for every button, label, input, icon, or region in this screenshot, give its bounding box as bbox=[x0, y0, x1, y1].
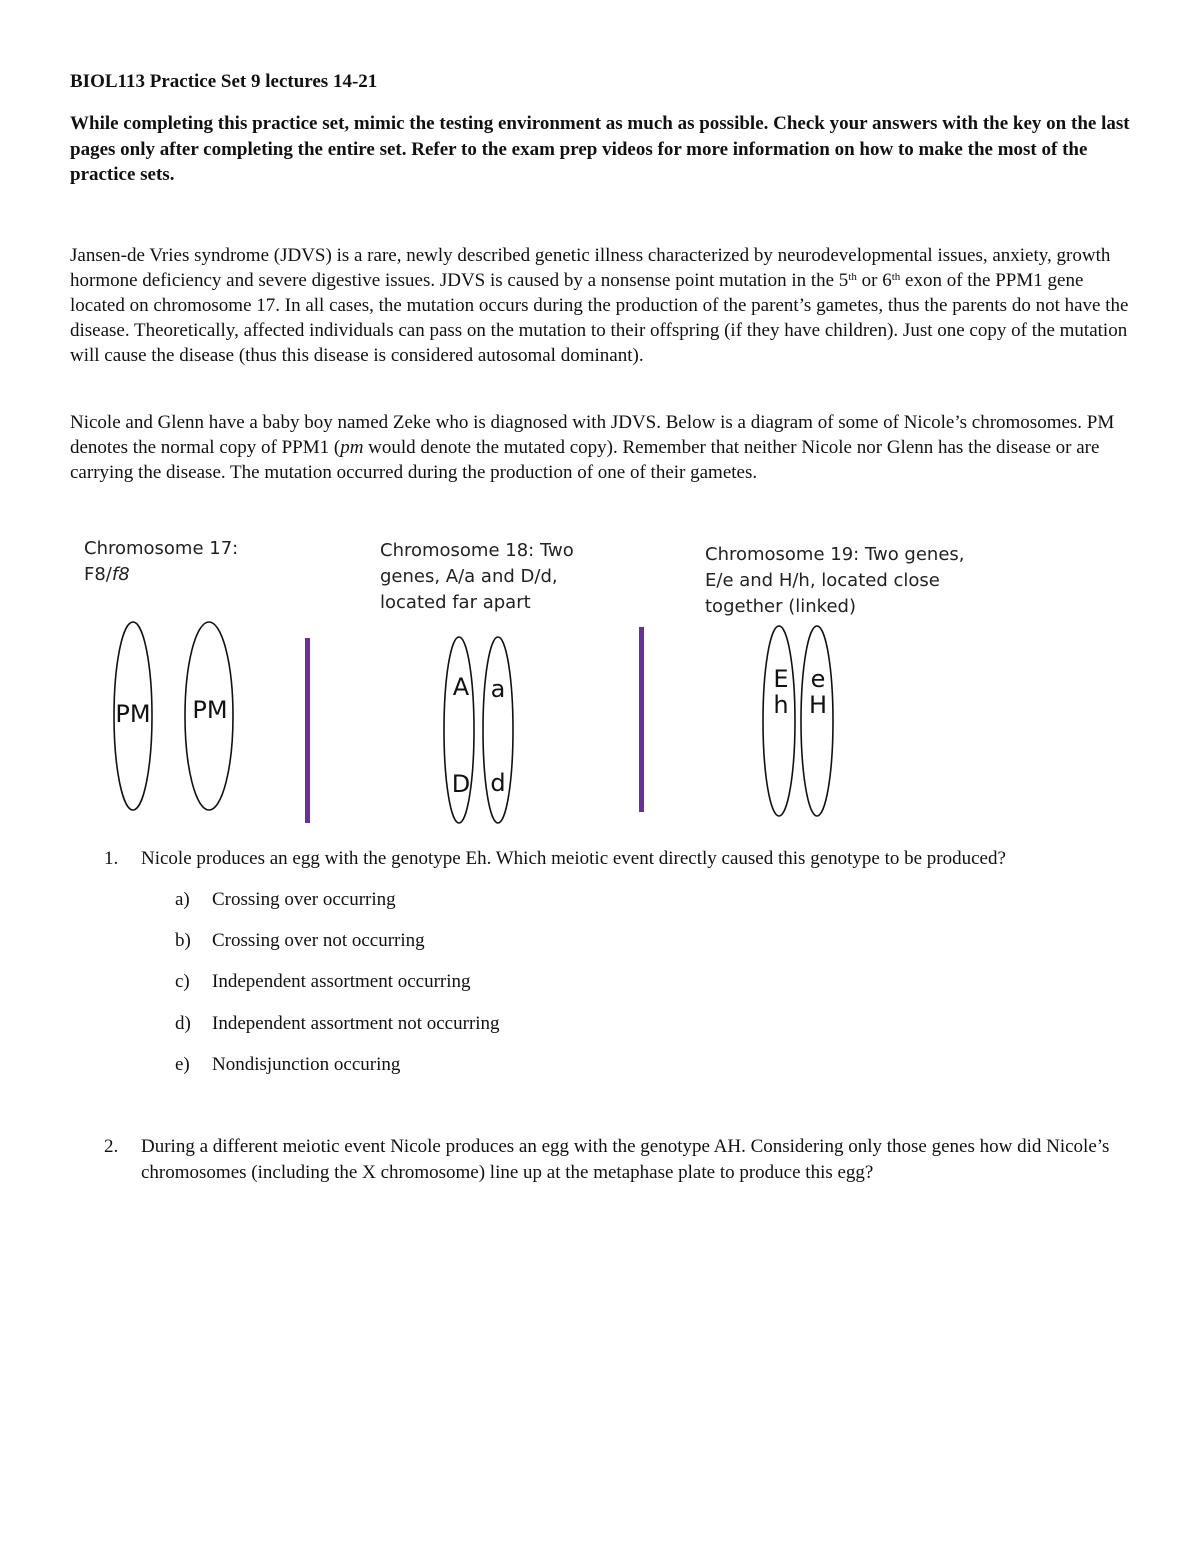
superscript-th-2: th bbox=[891, 271, 901, 283]
option-letter: e) bbox=[175, 1054, 190, 1075]
intro-p2-part-b: would denote the mutated copy). Remember that neither Nicole nor Glenn has the disease or are carrying the disease. The mutation occurred during the production of one of their gametes. bbox=[70, 437, 1100, 483]
question-1-option-a bbox=[175, 887, 396, 912]
allele-H: H bbox=[808, 691, 828, 719]
question-1-option-d bbox=[175, 1011, 500, 1036]
allele-pm-left: PM bbox=[115, 700, 151, 728]
question-2 bbox=[104, 1134, 1136, 1185]
chromosome-17-label-line2 bbox=[84, 562, 284, 588]
divider-bar-1 bbox=[305, 638, 310, 823]
allele-a: a bbox=[490, 675, 506, 703]
chromosome-19-right bbox=[801, 626, 833, 816]
allele-D: D bbox=[451, 770, 471, 798]
question-2-text: During a different meiotic event Nicole produces an egg with the genotype AH. Considering only those genes how did Nicole’s chromosomes (including the X chromosome) line up at the metaphase plate to produce this egg? bbox=[141, 1136, 1110, 1183]
chromosome-17-label-f8: F8/ bbox=[84, 564, 112, 585]
option-text: Independent assortment occurring bbox=[212, 971, 471, 992]
divider-bar-2 bbox=[639, 627, 644, 812]
option-text: Nondisjunction occuring bbox=[212, 1054, 401, 1075]
chromosome-17-label bbox=[84, 536, 284, 588]
intro-p1-part-c: exon of the PPM1 gene located on chromosome 17. In all cases, the mutation occurs during the production of the parent’s gametes, thus the parents do not have the disease. Theoretically, affected individuals can pass on the mutation to their offspring (if they have children). Just one copy of the mutation will cause the disease (thus this disease is considered autosomal dominant). bbox=[70, 270, 1129, 366]
allele-A: A bbox=[452, 673, 470, 701]
intro-paragraph-2 bbox=[70, 410, 1140, 485]
intro-p2-italic-pm: pm bbox=[340, 437, 364, 458]
chromosome-diagram bbox=[0, 600, 1200, 830]
option-text: Independent assortment not occurring bbox=[212, 1013, 500, 1034]
chromosome-17-label-line1: Chromosome 17: bbox=[84, 538, 239, 559]
option-text: Crossing over occurring bbox=[212, 889, 396, 910]
allele-pm-right: PM bbox=[192, 696, 228, 724]
question-1-text: Nicole produces an egg with the genotype Eh. Which meiotic event directly caused this genotype to be produced? bbox=[141, 848, 1006, 869]
option-letter: d) bbox=[175, 1013, 191, 1034]
instructions-text: While completing this practice set, mimic the testing environment as much as possible. Check your answers with the key on the last pages only after completing the entire set. Refer to the exam prep videos for more information on how to make the most of the practice sets. bbox=[70, 113, 1130, 185]
question-2-number: 2. bbox=[104, 1136, 119, 1157]
question-1 bbox=[104, 846, 1136, 872]
option-letter: a) bbox=[175, 889, 190, 910]
allele-h: h bbox=[773, 691, 789, 719]
question-1-option-b bbox=[175, 928, 425, 953]
question-1-option-c bbox=[175, 969, 471, 994]
chromosome-18-label: Chromosome 18: Two genes, A/a and D/d, located far apart bbox=[380, 540, 574, 613]
chromosome-19-left bbox=[763, 626, 795, 816]
chromosome-19-label: Chromosome 19: Two genes, E/e and H/h, located close together (linked) bbox=[705, 544, 965, 617]
option-letter: c) bbox=[175, 971, 190, 992]
chromosome-17-label-f8-italic: f8 bbox=[111, 564, 130, 585]
question-1-option-e bbox=[175, 1052, 400, 1077]
allele-d: d bbox=[490, 769, 506, 797]
allele-e: e bbox=[810, 665, 826, 693]
superscript-th-1: th bbox=[848, 271, 857, 283]
question-1-number: 1. bbox=[104, 848, 119, 869]
intro-paragraph-1 bbox=[70, 243, 1140, 368]
intro-p1-part-a: Jansen-de Vries syndrome (JDVS) is a rare, newly described genetic illness characterized by neurodevelopmental issues, anxiety, growth hormone deficiency and severe digestive issues. JDVS is caused by a nonsense point mutation in the 5 bbox=[70, 245, 1111, 291]
allele-E: E bbox=[773, 665, 789, 693]
option-text: Crossing over not occurring bbox=[212, 930, 425, 951]
intro-p1-part-b: or 6 bbox=[856, 270, 892, 291]
intro-p2-part-a: Nicole and Glenn have a baby boy named Zeke who is diagnosed with JDVS. Below is a diagram of some of Nicole’s chromosomes. PM denotes the normal copy of PPM1 ( bbox=[70, 412, 1115, 458]
document-title: BIOL113 Practice Set 9 lectures 14-21 bbox=[70, 71, 378, 92]
option-letter: b) bbox=[175, 930, 191, 951]
